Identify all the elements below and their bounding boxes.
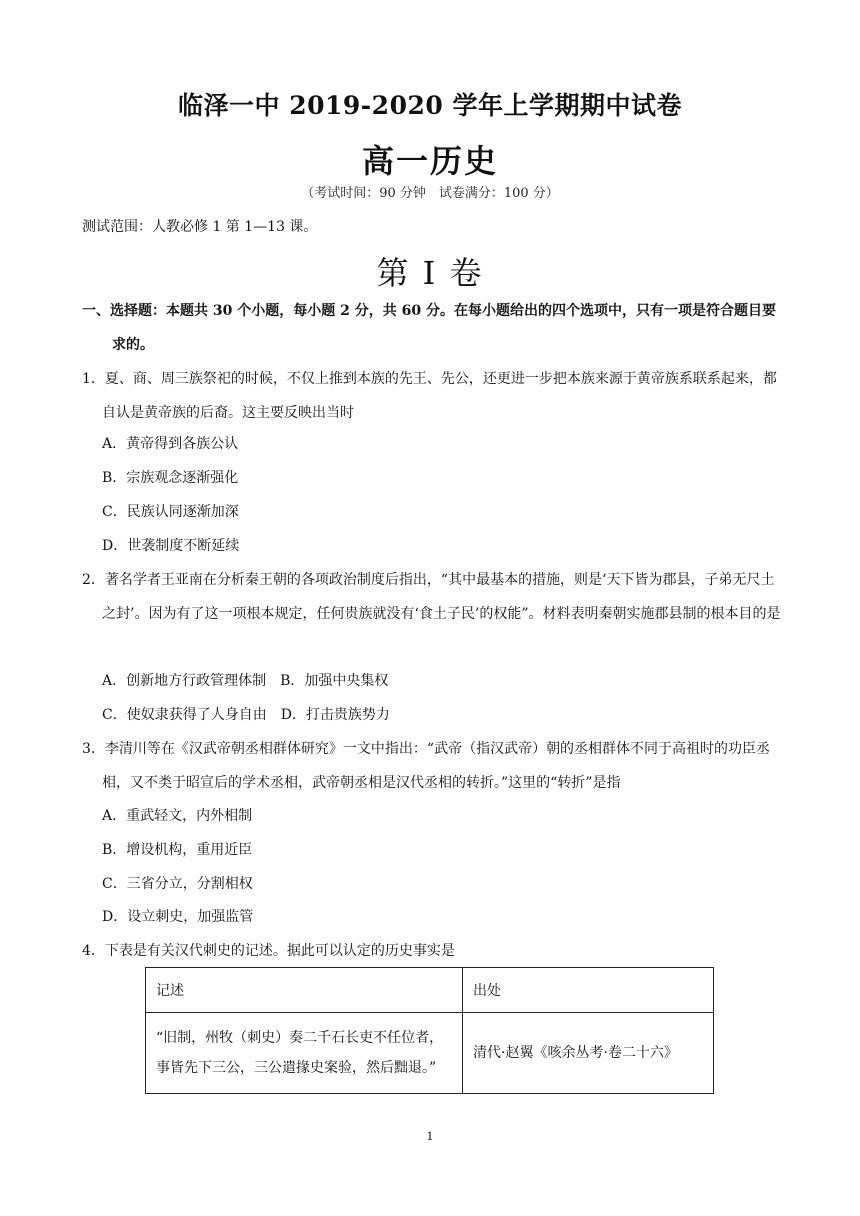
question-1-stem: 1．夏、商、周三族祭祀的时候，不仅上推到本族的先王、先公，还更进一步把本族来源于黄帝族系联系起来，都自认是黄帝族的后裔。这主要反映出当时 <box>82 371 777 421</box>
table-row <box>146 1013 714 1094</box>
table-header-source: 出处 <box>463 968 714 1013</box>
question-1-option-d: D．世袭制度不断延续 <box>102 538 240 554</box>
exam-info: （考试时间：90 分钟 试卷满分：100 分） <box>301 186 559 201</box>
question-3-stem: 3．李清川等在《汉武帝朝丞相群体研究》一文中指出：“武帝（指汉武帝）朝的丞相群体不同于高祖时的功臣丞相，又不类于昭宣后的学术丞相，武帝朝丞相是汉代丞相的转折。”这里的“转折”是指 <box>82 741 771 791</box>
record-table <box>145 967 714 1094</box>
page-number: 1 <box>426 1130 434 1143</box>
question-1-option-c: C．民族认同逐渐加深 <box>102 504 239 520</box>
question-3-option-a: A．重武轻文，内外相制 <box>102 808 253 824</box>
table-cell-source: 清代·赵翼《咳余丛考·卷二十六》 <box>463 1013 714 1094</box>
question-4-stem: 4．下表是有关汉代刺史的记述。据此可以认定的历史事实是 <box>82 943 455 959</box>
exam-title: 临泽一中 2019-2020 学年上学期期中试卷 <box>178 91 682 120</box>
table-cell-record: “旧制，州牧（刺史）奏二千石长吏不任位者，事皆先下三公，三公遣掾史案验，然后黜退。” <box>146 1013 463 1094</box>
volume-heading: 第 I 卷 <box>376 254 484 292</box>
question-3-option-c: C．三省分立，分割相权 <box>102 876 253 892</box>
question-2-options-ab: A．创新地方行政管理体制 B．加强中央集权 <box>102 673 389 689</box>
question-3-option-b: B．增设机构，重用近臣 <box>102 842 253 858</box>
subject-title: 高一历史 <box>361 142 498 180</box>
question-1-option-a: A．黄帝得到各族公认 <box>102 436 239 452</box>
question-2-stem: 2．著名学者王亚南在分析秦王朝的各项政治制度后指出，“其中最基本的措施，则是‘天下皆为郡县，子弟无尺土之封’。因为有了这一项根本规定，任何贵族就没有‘食土子民’的权能”。材料表明秦朝实施郡县制的根本目的是 <box>82 572 781 622</box>
question-3-option-d: D．设立刺史，加强监管 <box>102 909 254 925</box>
table-header-record: 记述 <box>146 968 463 1013</box>
question-2-options-cd: C．使奴隶获得了人身自由 D．打击贵族势力 <box>102 707 390 723</box>
table-header-row <box>146 968 714 1013</box>
question-1-option-b: B．宗族观念逐渐强化 <box>102 470 239 486</box>
section-instruction: 一、选择题：本题共 30 个小题，每小题 2 分，共 60 分。在每小题给出的四个选项中，只有一项是符合题目要求的。 <box>82 303 776 353</box>
test-scope: 测试范围：人教必修 1 第 1—13 课。 <box>82 219 318 235</box>
